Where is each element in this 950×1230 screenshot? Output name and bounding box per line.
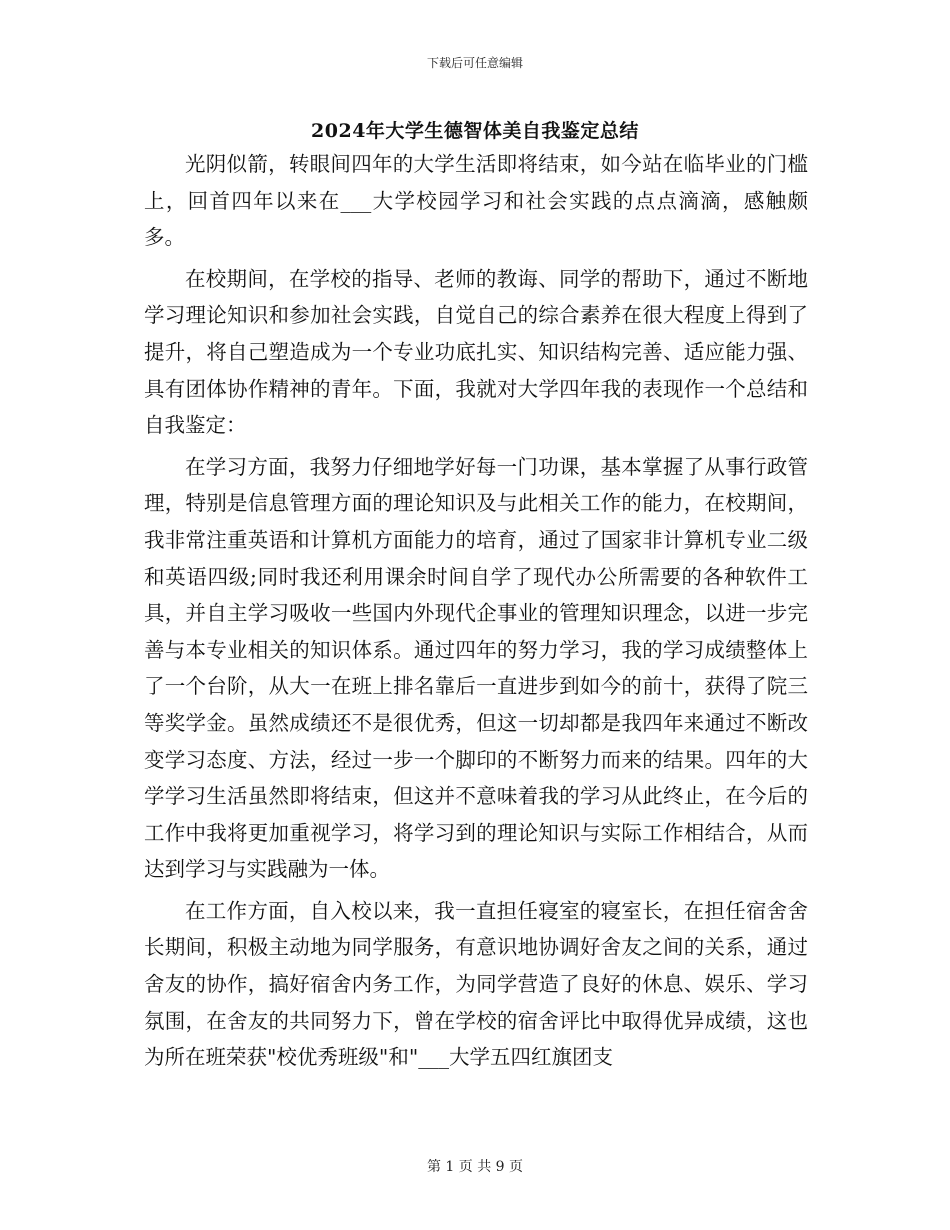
paragraph-work: 在工作方面，自入校以来，我一直担任寝室的寝室长，在担任宿舍舍长期间，积极主动地为同学服务，有意识地协调好舍友之间的关系，通过舍友的协作，搞好宿舍内务工作，为同学营造了良好的休息、娱乐、学习氛围，在舍友的共同努力下，曾在学校的宿舍评比中取得优异成绩，这也为所在班荣获"校优秀班级"和"___大学五四红旗团支 <box>144 898 808 1070</box>
page-header-note: 下载后可任意编辑 <box>426 56 523 70</box>
page-number: 第 1 页 共 9 页 <box>426 1159 524 1175</box>
paragraph-intro: 光阴似箭，转眼间四年的大学生活即将结束，如今站在临毕业的门槛上，回首四年以来在___大学校园学习和社会实践的点点滴滴，感触颇多。 <box>144 152 808 250</box>
paragraph-study: 在学习方面，我努力仔细地学好每一门功课，基本掌握了从事行政管理，特别是信息管理方面的理论知识及与此相关工作的能力，在校期间，我非常注重英语和计算机方面能力的培育，通过了国家非计算机专业二级和英语四级;同时我还利用课余时间自学了现代办公所需要的各种软件工具，并自主学习吸收一些国内外现代企事业的管理知识理念，以进一步完善与本专业相关的知识体系。通过四年的努力学习，我的学习成绩整体上了一个台阶，从大一在班上排名靠后一直进步到如今的前十，获得了院三等奖学金。虽然成绩还不是很优秀，但这一切却都是我四年来通过不断改变学习态度、方法，经过一步一个脚印的不断努力而来的结果。四年的大学学习生活虽然即将结束，但这并不意味着我的学习从此终止，在今后的工作中我将更加重视学习，将学习到的理论知识与实际工作相结合，从而达到学习与实践融为一体。 <box>144 454 808 882</box>
document-body <box>144 146 808 1081</box>
document-title: 2024年大学生德智体美自我鉴定总结 <box>311 120 639 142</box>
paragraph-school-period: 在校期间，在学校的指导、老师的教诲、同学的帮助下，通过不断地学习理论知识和参加社会实践，自觉自己的综合素养在很大程度上得到了提升，将自己塑造成为一个专业功底扎实、知识结构完善、适应能力强、具有团体协作精神的青年。下面，我就对大学四年我的表现作一个总结和自我鉴定： <box>144 266 808 438</box>
